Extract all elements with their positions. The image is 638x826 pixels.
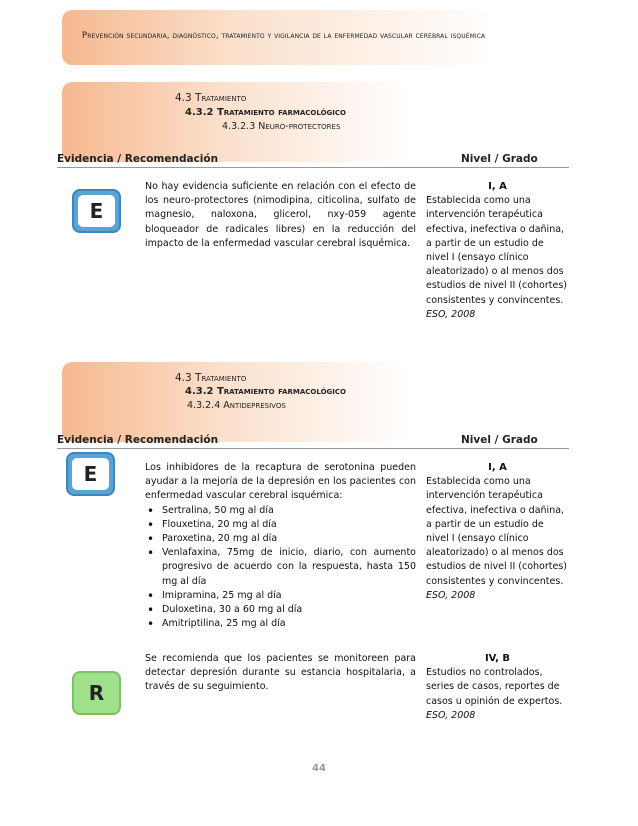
grade-label: I, A [488,181,507,192]
level-cell [426,652,569,723]
recommendation-badge [72,671,121,715]
section-heading: 4.3 Tratamiento [175,92,247,104]
level-source: ESO, 2008 [426,308,476,320]
section-banner [62,362,638,442]
list-item: • Duloxetina, 30 a 60 mg al día [145,603,416,617]
section-heading: 4.3 Tratamiento [175,372,247,384]
list-item: • Flouxetina, 20 mg al día [145,518,416,532]
drug-list [145,504,416,632]
evidence-text-block [145,461,416,631]
list-item: • Imipramina, 25 mg al día [145,589,416,603]
list-item: • Venlafaxina, 75mg de inicio, diario, con aumento progresivo de acuerdo con la respuesta, hasta 150 mg al día [145,546,416,589]
level-source: ESO, 2008 [426,589,476,601]
level-description: Establecida como una intervención terapéutica efectiva, inefectiva o dañina, a partir de un estudio de nivel I (ensayo clínico aleatorizado) o al menos dos estudios de nivel II (cohortes) consistentes y convincentes. [426,476,568,587]
level-source: ESO, 2008 [426,709,476,721]
section-banner [62,82,638,162]
column-level-header: Nivel / Grado [461,153,538,165]
grade-label: I, A [488,462,507,473]
column-level-header: Nivel / Grado [461,434,538,446]
evidence-text: No hay evidencia suficiente en relación con el efecto de los neuro-protectores (nimodipina, citicolina, sulfato de magnesio, naloxona, glicerol, nxy-059 agente bloqueador de radicales libres) en la reducción del impacto de la enfermedad vascular cerebral isquémica. [145,181,416,249]
badge-letter: R [88,681,105,705]
level-description: Estudios no controlados, series de casos, reportes de casos u opinión de expertos. [426,667,563,707]
document-title: Prevención secundaria, diagnóstico, tratamiento y vigilancia de la enfermedad vascular cerebral isquémica [82,31,486,41]
evidence-text: Los inhibidores de la recaptura de serotonina pueden ayudar a la mejoría de la depresión en los pacientes con enfermedad vascular cerebral isquémica: [145,462,416,502]
evidence-badge [66,452,115,496]
table-header [57,153,569,168]
badge-letter: E [78,195,115,227]
level-description: Establecida como una intervención terapéutica efectiva, inefectiva o dañina, a partir de un estudio de nivel I (ensayo clínico aleatorizado) o al menos dos estudios de nivel II (cohortes) consistentes y convincentes. [426,195,568,306]
evidence-badge [72,189,121,233]
level-cell [426,180,569,322]
list-item: • Sertralina, 50 mg al día [145,504,416,518]
list-item: • Paroxetina, 20 mg al día [145,532,416,546]
subsection-heading: 4.3.2 Tratamiento farmacológico [185,107,346,118]
grade-label: IV, B [484,653,511,664]
subsubsection-heading: 4.3.2.4 Antidepresivos [187,400,286,411]
page-number: 44 [312,763,326,774]
subsubsection-heading: 4.3.2.3 Neuro-protectores [222,121,341,132]
column-evidence-header: Evidencia / Recomendación [57,434,219,446]
list-item: • Amitriptilina, 25 mg al día [145,617,416,631]
badge-letter: E [72,458,109,490]
level-cell [426,461,569,603]
table-header [57,434,569,449]
recommendation-text: Se recomienda que los pacientes se monitoreen para detectar depresión durante su estancia hospitalaria, a través de su seguimiento. [145,653,416,693]
column-evidence-header: Evidencia / Recomendación [57,153,219,165]
subsection-heading: 4.3.2 Tratamiento farmacológico [185,386,346,397]
